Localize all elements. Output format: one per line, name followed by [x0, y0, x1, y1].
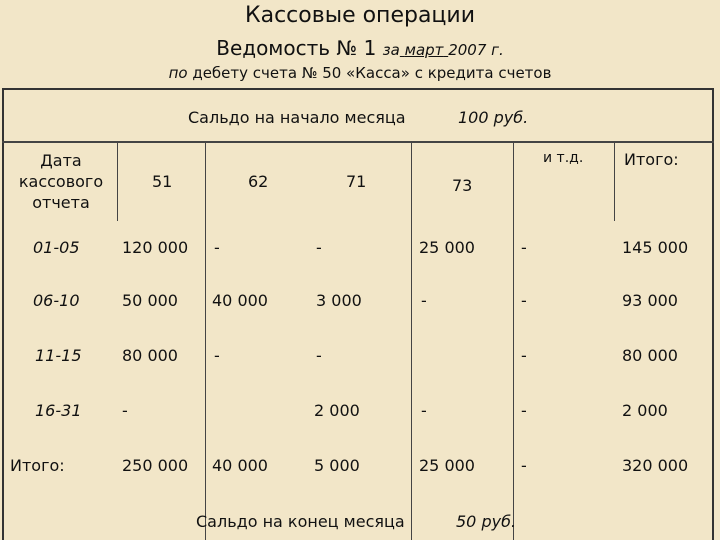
row-cell-62: 40 000: [212, 291, 268, 310]
opening-balance-value: 100 руб.: [458, 108, 529, 127]
totals-cell-73: 25 000: [419, 456, 475, 475]
row-cell-etc: -: [521, 238, 527, 257]
row-cell-51: 120 000: [122, 238, 189, 257]
row-cell-73: -: [421, 401, 427, 420]
opening-balance-label: Сальдо на начало месяца: [188, 108, 406, 127]
account-description-po: по: [168, 64, 188, 82]
row-cell-71: -: [316, 346, 322, 365]
row-cell-71: -: [316, 238, 322, 257]
header-account-62: 62: [248, 172, 269, 191]
column-divider: [513, 141, 514, 540]
column-divider: [614, 141, 615, 221]
row-cell-etc: -: [521, 401, 527, 420]
row-cell-62: -: [214, 346, 220, 365]
header-account-71: 71: [346, 172, 367, 191]
statement-number: Ведомость № 1: [216, 36, 377, 60]
row-cell-etc: -: [521, 291, 527, 310]
column-divider: [205, 141, 206, 540]
row-cell-total: 145 000: [622, 238, 689, 257]
totals-label: Итого:: [10, 456, 65, 475]
row-date: 06-10: [33, 291, 80, 310]
row-cell-51: 50 000: [122, 291, 178, 310]
totals-cell-51: 250 000: [122, 456, 189, 475]
row-cell-etc: -: [521, 346, 527, 365]
statement-month: март: [404, 41, 444, 59]
row-cell-62: -: [214, 238, 220, 257]
row-divider: [2, 141, 714, 143]
row-cell-total: 2 000: [622, 401, 668, 420]
row-cell-71: 3 000: [316, 291, 362, 310]
header-account-51: 51: [152, 172, 173, 191]
document-title: Кассовые операции: [244, 3, 475, 28]
account-description: [0, 64, 720, 82]
row-date: 01-05: [33, 238, 80, 257]
totals-cell-62: 40 000: [212, 456, 268, 475]
row-cell-51: -: [122, 401, 128, 420]
row-cell-total: 80 000: [622, 346, 678, 365]
totals-cell-total: 320 000: [622, 456, 689, 475]
closing-balance-label: Сальдо на конец месяца: [196, 512, 405, 531]
row-cell-73: -: [421, 291, 427, 310]
header-account-73: 73: [452, 176, 473, 195]
statement-subtitle: [0, 36, 720, 60]
header-date: Дата кассового отчета: [18, 151, 104, 212]
totals-cell-71: 5 000: [314, 456, 360, 475]
account-description-text: дебету счета № 50 «Касса» с кредита счетов: [192, 64, 552, 82]
header-account-etc: и т.д.: [543, 150, 584, 166]
header-total: Итого:: [624, 150, 679, 169]
row-cell-73: 25 000: [419, 238, 475, 257]
statement-za: за: [382, 41, 400, 59]
row-date: 16-31: [35, 401, 82, 420]
column-divider: [117, 141, 118, 221]
totals-cell-etc: -: [521, 456, 527, 475]
statement-year: 2007 г.: [448, 41, 504, 59]
row-cell-71: 2 000: [314, 401, 360, 420]
row-date: 11-15: [35, 346, 82, 365]
column-divider: [411, 141, 412, 540]
row-cell-total: 93 000: [622, 291, 678, 310]
closing-balance-value: 50 руб.: [456, 512, 517, 531]
row-cell-51: 80 000: [122, 346, 178, 365]
